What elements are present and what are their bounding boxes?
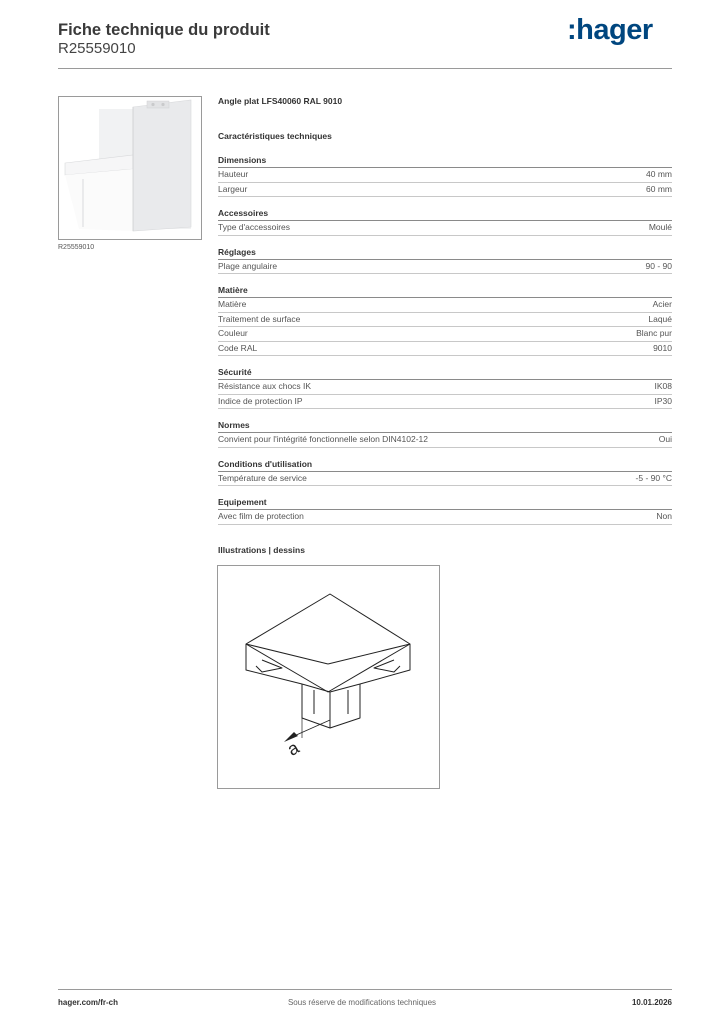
spec-row bbox=[218, 433, 672, 448]
spec-value: 9010 bbox=[653, 342, 672, 353]
spec-row bbox=[218, 221, 672, 236]
spec-row bbox=[218, 395, 672, 410]
spec-value: Blanc pur bbox=[636, 328, 672, 338]
section-title: Equipement bbox=[218, 496, 672, 510]
spec-label: Largeur bbox=[218, 183, 248, 194]
spec-value: Laqué bbox=[648, 313, 672, 324]
header-divider bbox=[58, 68, 672, 69]
spec-table bbox=[218, 154, 672, 535]
spec-row bbox=[218, 298, 672, 313]
spec-label: Hauteur bbox=[218, 169, 249, 179]
spec-section-accessoires bbox=[218, 207, 672, 236]
spec-label: Convient pour l'intégrité fonctionnelle selon DIN4102-12 bbox=[218, 434, 429, 444]
spec-section-reglages bbox=[218, 246, 672, 275]
spec-row bbox=[218, 510, 672, 525]
spec-row bbox=[218, 313, 672, 328]
spec-label: Traitement de surface bbox=[218, 313, 301, 324]
spec-value: -5 - 90 °C bbox=[635, 472, 672, 483]
logo-text: hager bbox=[576, 14, 653, 46]
spec-section-normes bbox=[218, 419, 672, 448]
spec-section-matiere bbox=[218, 284, 672, 356]
footer-divider bbox=[58, 989, 672, 990]
specs-heading: Caractéristiques techniques bbox=[218, 131, 332, 141]
spec-value: Acier bbox=[652, 299, 672, 309]
product-photo-icon bbox=[59, 97, 201, 239]
illustrations-heading: Illustrations | dessins bbox=[218, 545, 305, 555]
spec-row bbox=[218, 183, 672, 198]
spec-value: Oui bbox=[658, 434, 672, 444]
spec-section-conditions bbox=[218, 458, 672, 487]
spec-value: Moulé bbox=[648, 222, 672, 232]
spec-label: Avec film de protection bbox=[218, 511, 304, 521]
spec-value: 40 mm bbox=[646, 169, 672, 179]
spec-label: Type d'accessoires bbox=[218, 222, 291, 232]
spec-section-equipement bbox=[218, 496, 672, 525]
spec-row bbox=[218, 472, 672, 487]
spec-row bbox=[218, 380, 672, 395]
image-caption: R25559010 bbox=[58, 244, 95, 251]
section-title: Accessoires bbox=[218, 207, 672, 221]
spec-value: IK08 bbox=[654, 381, 672, 391]
footer-date: 10.01.2026 bbox=[631, 998, 672, 1007]
footer-website[interactable]: hager.com/fr-ch bbox=[58, 998, 119, 1007]
section-title: Réglages bbox=[218, 246, 672, 260]
spec-value: 60 mm bbox=[646, 183, 672, 194]
section-title: Sécurité bbox=[218, 366, 672, 380]
spec-row bbox=[218, 260, 672, 275]
spec-value: 90 - 90 bbox=[645, 260, 672, 271]
footer-disclaimer: Sous réserve de modifications techniques bbox=[287, 998, 437, 1007]
spec-value: IP30 bbox=[654, 395, 672, 406]
logo-dots-icon: : bbox=[567, 14, 577, 46]
product-photo bbox=[58, 96, 202, 240]
page-title: Fiche technique du produit bbox=[58, 21, 270, 39]
spec-section-dimensions bbox=[218, 154, 672, 197]
spec-label: Code RAL bbox=[218, 342, 258, 353]
spec-label: Résistance aux chocs IK bbox=[218, 381, 312, 391]
spec-row bbox=[218, 342, 672, 357]
angle-drawing-icon bbox=[218, 566, 439, 788]
section-title: Matière bbox=[218, 284, 672, 298]
spec-label: Plage angulaire bbox=[218, 260, 278, 271]
spec-label: Indice de protection IP bbox=[218, 395, 303, 406]
dimension-label: a bbox=[283, 737, 303, 760]
product-reference: R25559010 bbox=[58, 40, 136, 57]
spec-row bbox=[218, 168, 672, 183]
spec-value: Non bbox=[656, 511, 672, 521]
spec-section-securite bbox=[218, 366, 672, 409]
spec-label: Matière bbox=[218, 299, 247, 309]
hager-logo bbox=[567, 14, 653, 47]
spec-label: Température de service bbox=[218, 472, 307, 483]
section-title: Dimensions bbox=[218, 154, 672, 168]
section-title: Normes bbox=[218, 419, 672, 433]
section-title: Conditions d'utilisation bbox=[218, 458, 672, 472]
spec-label: Couleur bbox=[218, 328, 248, 338]
technical-drawing bbox=[217, 565, 440, 789]
spec-row bbox=[218, 327, 672, 342]
product-name: Angle plat LFS40060 RAL 9010 bbox=[218, 96, 343, 106]
